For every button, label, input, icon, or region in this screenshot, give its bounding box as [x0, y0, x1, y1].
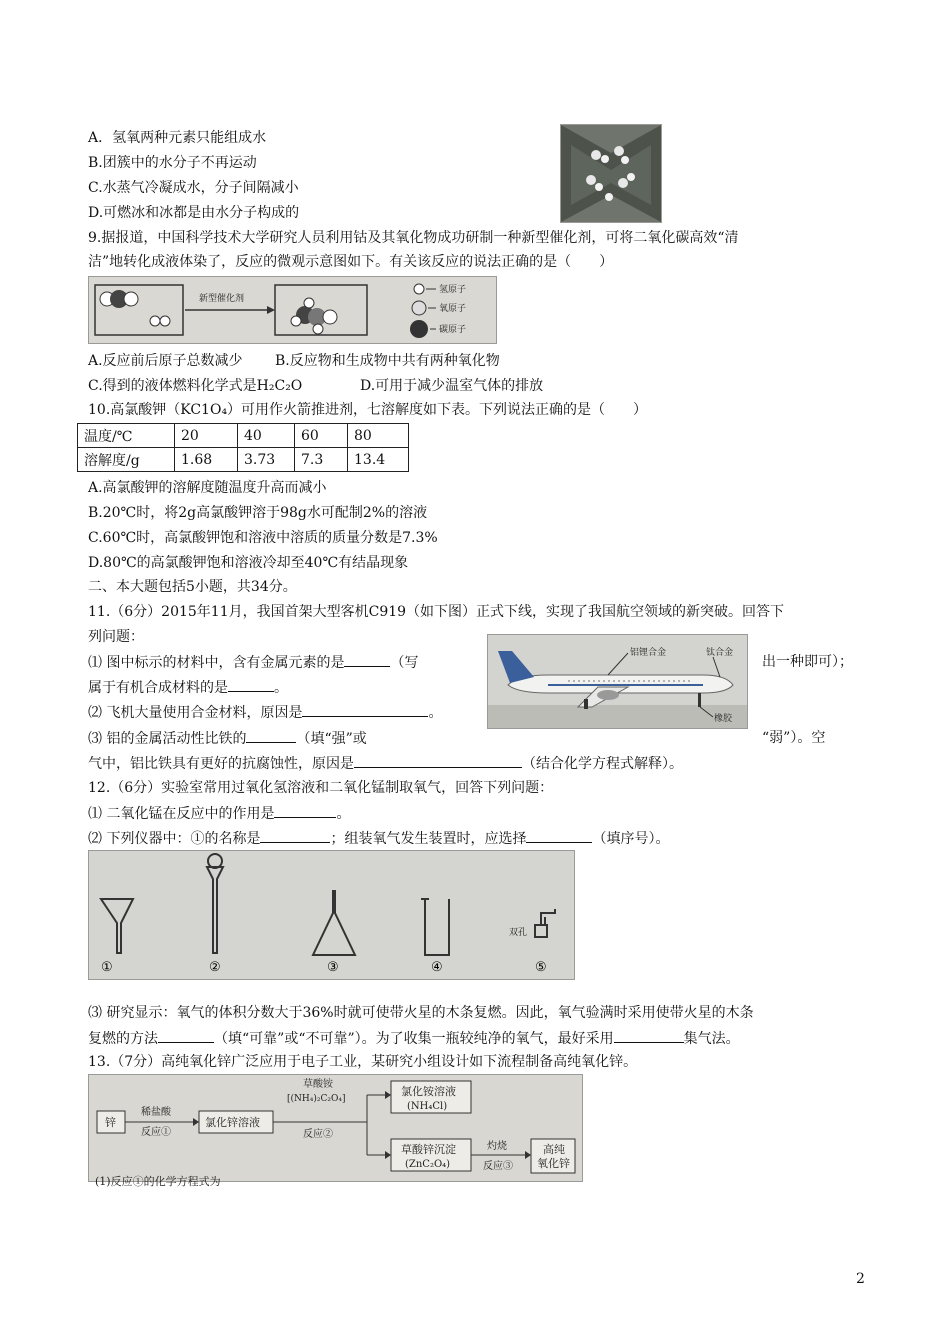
- flow-text: 氧化锌: [537, 1157, 570, 1170]
- apparatus-label: ①: [101, 960, 113, 975]
- flow-text: 高纯: [543, 1143, 565, 1156]
- q11-part1-right: 出一种即可）；: [762, 654, 853, 670]
- q9-stem-line2: 洁”地转化成液体染了，反应的微观示意图如下。有关该反应的说法正确的是（ ）: [88, 254, 614, 270]
- oxygen-atom-icon: [412, 301, 426, 315]
- flow-text: 草酸铵: [303, 1079, 333, 1090]
- flow-text: 反应③: [483, 1161, 513, 1172]
- q11-part1: [88, 652, 418, 673]
- q8-option-a: A．氢氧两种元素只能组成水: [88, 130, 267, 146]
- flow-text: (ZnC₂O₄): [405, 1159, 451, 1170]
- reaction-diagram: [88, 276, 497, 344]
- q9-options-ab: A.反应前后原子总数减少 B.反应物和生成物中共有两种氧化物: [88, 353, 500, 369]
- q11-part3-mid: （填“强”或: [296, 731, 367, 747]
- table-row-label: 溶解度/g: [78, 448, 175, 472]
- table-cell: 60: [295, 424, 348, 448]
- conical-flask-icon: [313, 891, 355, 955]
- solubility-table: [77, 423, 409, 472]
- q11-stem-line2: 列问题：: [88, 629, 144, 645]
- q9-option-d: D.可用于减少温室气体的排放: [360, 378, 544, 394]
- flow-text: (1)反应①的化学方程式为: [95, 1175, 221, 1188]
- q12-part3-end: 集气法。: [683, 1031, 740, 1047]
- q11-part1b-text: 属于有机合成材料的是: [88, 680, 228, 696]
- q11-part3b-end: （结合化学方程式解释）。: [522, 756, 683, 772]
- answer-blank[interactable]: [246, 728, 296, 743]
- flow-text: 反应①: [141, 1127, 171, 1138]
- page-number: 2: [856, 1271, 865, 1287]
- q12-part1-end: 。: [336, 806, 351, 822]
- q11-part2-text: ⑵ 飞机大量使用合金材料，原因是: [88, 705, 303, 721]
- q11-part2-end: 。: [428, 705, 443, 721]
- q11-stem-line1: 11.（6分）2015年11月，我国首架大型客机C919（如下图）正式下线，实现了我国航空领域的新突破。回答下: [88, 604, 785, 620]
- q12-part1-text: ⑴ 二氧化锰在反应中的作用是: [88, 806, 275, 822]
- flow-text: [(NH₄)₂C₂O₄]: [287, 1094, 346, 1104]
- tail: [498, 651, 534, 683]
- q11-part1b: [88, 677, 288, 698]
- answer-blank[interactable]: [354, 753, 522, 768]
- table-cell: 1.68: [175, 448, 238, 472]
- answer-blank[interactable]: [344, 652, 390, 667]
- q8-option-b: B.团簇中的水分子不再运动: [88, 155, 257, 171]
- table-cell: 3.73: [238, 448, 295, 472]
- q10-option-d: D.80℃的高氯酸钾饱和溶液冷却至40℃有结晶现象: [88, 555, 409, 571]
- flow-text: 氯化锌溶液: [205, 1116, 260, 1129]
- q11-part3-right: “弱”）。空: [762, 730, 826, 746]
- q12-part3-line2: [88, 1028, 740, 1049]
- long-neck-funnel-icon: [208, 854, 222, 868]
- table-row-label: 温度/℃: [78, 424, 175, 448]
- answer-blank[interactable]: [302, 702, 428, 717]
- section-heading: 二、本大题包括5小题，共34分。: [88, 579, 297, 595]
- answer-blank[interactable]: [614, 1028, 684, 1043]
- q11-part3b: [88, 753, 683, 774]
- q11-part3-text: ⑶ 铝的金属活动性比铁的: [88, 731, 247, 747]
- q8-option-c: C.水蒸气冷凝成水，分子间隔减小: [88, 180, 299, 196]
- q12-part2: [88, 828, 669, 849]
- label-al-li-alloy: 铝锂合金: [630, 648, 667, 658]
- q12-part1: [88, 803, 350, 824]
- flow-text: 稀盐酸: [141, 1107, 171, 1118]
- q8-option-d: D.可燃冰和冰都是由水分子构成的: [88, 205, 300, 221]
- lab-apparatus-image: [88, 850, 575, 980]
- double-hole-stopper-icon: [535, 925, 547, 937]
- apparatus-label: ②: [209, 960, 221, 975]
- q12-part3-mid: （填“可靠”或“不可靠”）。为了收集一瓶较纯净的氧气，最好采用: [214, 1031, 614, 1047]
- table-cell: 40: [238, 424, 295, 448]
- table-row: [78, 448, 409, 472]
- q12-part2-end: （填序号）。: [592, 831, 670, 847]
- table-cell: 80: [348, 424, 409, 448]
- apparatus-label: ③: [327, 960, 339, 975]
- table-cell: 7.3: [295, 448, 348, 472]
- q11-part1-text: ⑴ 图中标示的材料中，含有金属元素的是: [88, 655, 345, 671]
- double-hole-label: 双孔: [509, 928, 528, 938]
- q11-part3: [88, 728, 367, 749]
- answer-blank[interactable]: [260, 828, 330, 843]
- q12-part2-text: ⑵ 下列仪器中：①的名称是: [88, 831, 261, 847]
- flow-text: 草酸锌沉淀: [401, 1143, 456, 1156]
- q12-part3-line1: ⑶ 研究显示：氧气的体积分数大于36%时就可使带火星的木条复燃。因此，氧气验满时采用使带火星的木条: [88, 1005, 754, 1021]
- flow-text: 反应②: [303, 1129, 333, 1140]
- q12-part3-text: 复燃的方法: [88, 1031, 158, 1047]
- q9-stem-line1: 9.据报道，中国科学技术大学研究人员利用钴及其氧化物成功研制一种新型催化剂，可将二氧化碳高效“清: [88, 230, 739, 246]
- table-cell: 20: [175, 424, 238, 448]
- q9-option-c: C.得到的液体燃料化学式是H₂C₂O: [88, 378, 303, 394]
- apparatus-label: ④: [431, 960, 443, 975]
- q11-part1b-end: 。: [274, 680, 288, 696]
- legend-hydrogen: 氢原子: [439, 285, 467, 295]
- c919-airplane-image: [487, 634, 748, 729]
- q10-option-b: B.20℃时，将2g高氯酸钾溶于98g水可配制2%的溶液: [88, 505, 428, 521]
- beaker-icon: [425, 899, 449, 955]
- q12-part2-mid: ；组装氧气发生装置时，应选择: [330, 831, 527, 847]
- flow-text: 氯化铵溶液: [401, 1085, 456, 1098]
- answer-blank[interactable]: [228, 677, 274, 692]
- legend-oxygen: 氧原子: [439, 304, 467, 314]
- flow-text: 锌: [105, 1116, 116, 1129]
- catalyst-label: 新型催化剂: [199, 294, 245, 304]
- answer-blank[interactable]: [526, 828, 592, 843]
- q13-stem: 13.（7分）高纯氧化锌广泛应用于电子工业，某研究小组设计如下流程制备高纯氧化锌。: [88, 1054, 638, 1070]
- table-cell: 13.4: [348, 448, 409, 472]
- q11-part2: [88, 702, 442, 723]
- funnel-icon: [101, 899, 133, 953]
- label-ti-alloy: 钛合金: [706, 648, 734, 658]
- hydrogen-atom-icon: [414, 284, 424, 294]
- q10-option-a: A.高氯酸钾的溶解度随温度升高而减小: [88, 480, 327, 496]
- label-rubber: 橡胶: [714, 714, 733, 724]
- q10-stem: 10.高氯酸钾（KC1O₄）可用作火箭推进剂，七溶解度如下表。下列说法正确的是（ ）: [88, 402, 648, 418]
- water-molecule-drawing: [561, 125, 661, 222]
- q11-part3b-text: 气中，铝比铁具有更好的抗腐蚀性，原因是: [88, 756, 354, 772]
- q11-part1-mid: （写: [390, 655, 419, 671]
- zinc-oxide-flowchart: [88, 1074, 583, 1188]
- legend-carbon: 碳原子: [439, 325, 467, 335]
- table-row: [78, 424, 409, 448]
- answer-blank[interactable]: [274, 803, 336, 818]
- flow-text: (NH₄Cl): [407, 1101, 448, 1112]
- q10-option-c: C.60℃时，高氯酸钾饱和溶液中溶质的质量分数是7.3%: [88, 530, 438, 546]
- flow-text: 灼烧: [487, 1141, 507, 1152]
- water-cluster-image: [560, 124, 662, 223]
- apparatus-label: ⑤: [535, 960, 547, 975]
- answer-blank[interactable]: [158, 1028, 214, 1043]
- carbon-atom-icon: [410, 320, 428, 338]
- q12-stem: 12.（6分）实验室常用过氧化氢溶液和二氧化锰制取氧气，回答下列问题：: [88, 780, 554, 796]
